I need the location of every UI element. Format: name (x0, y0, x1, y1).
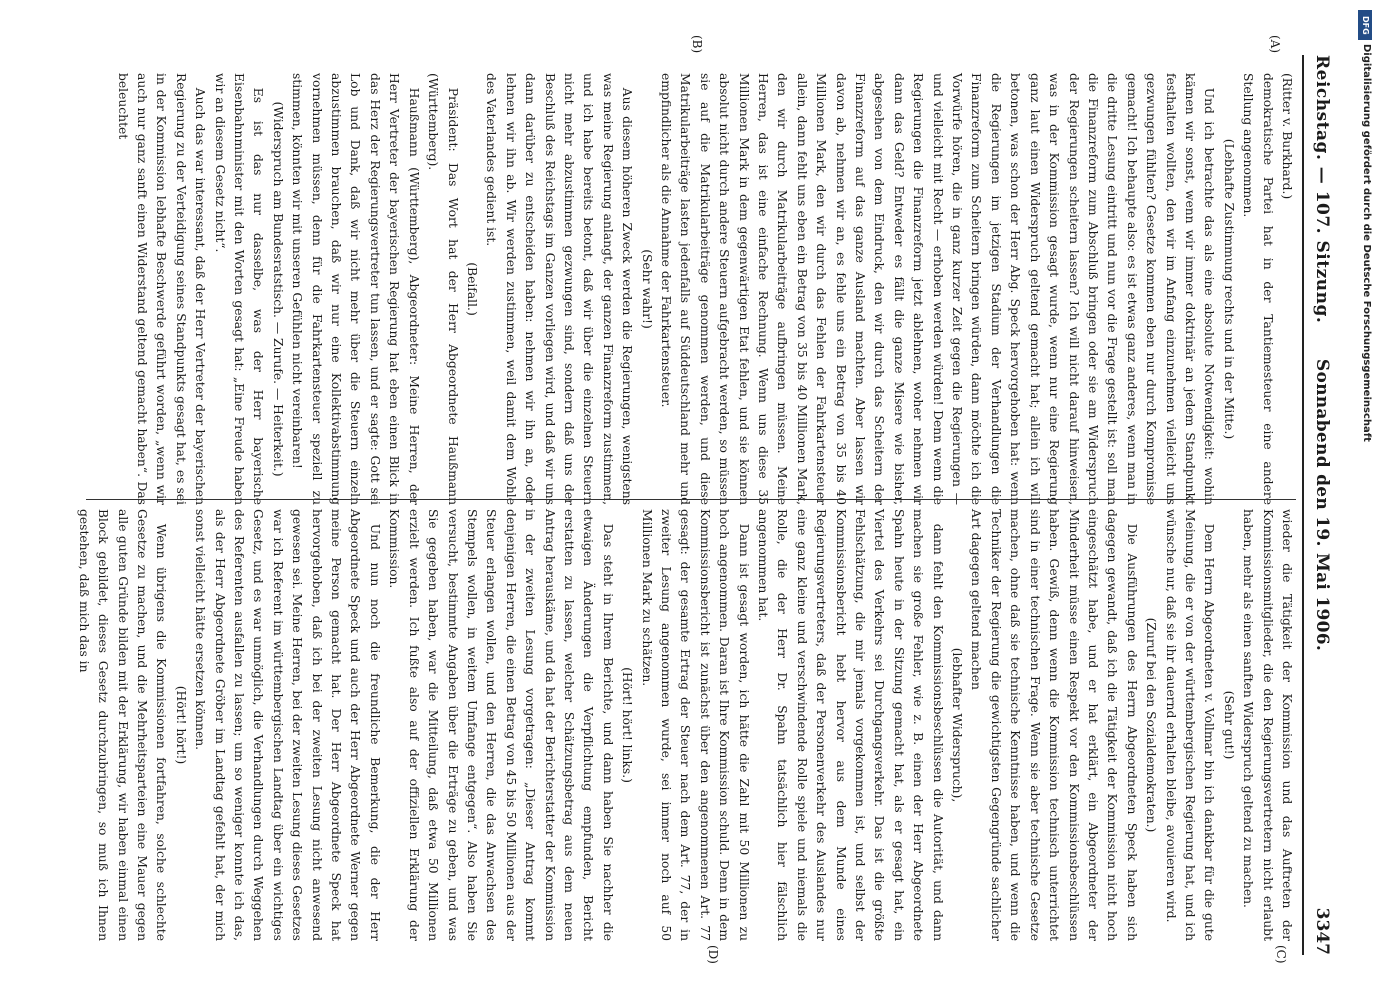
dfg-logo: DFG (1358, 10, 1372, 40)
paragraph: (Sehr gut!) (1221, 690, 1236, 760)
paragraph: (Sehr wahr!) (639, 249, 654, 329)
page-header (1302, 55, 1332, 955)
paragraph: Haußmann (Württemberg), Abgeordneter: Meine Herren, der Herr Vertreter der bayerischen Regierung hat eben einen Blick in das Herz der Regierungsvertreter tun lassen, und er sagte: Gott sei Lob und Dank, daß wir nicht mehr über die Steuern einzeln abzustimmen brauchen, daß wir nur eine Kollektivabstimmung vornehmen müssen, denn für die Fahrkartensteuer speziell zu stimmen, könnten wir mit unseren Gefühlen nicht vereinbaren! (290, 73, 421, 505)
paragraph: Dem Herrn Abgeordneten v. Vollmar bin ich dankbar für die gute Meinung, die er von der württembergischen Regierung hat, und ich wünsche nur, daß sie ihr dauernd erhalten bleibe, avouieren wird. (1163, 509, 1217, 941)
margin-marker-a: (A) (1268, 35, 1282, 54)
paragraph: Das steht in Ihrem Berichte, und dann haben Sie nachher die etwaigen Änderungen die Verpflichtung empfunden, Bericht erstatten zu lassen, welcher Schätzungsbetrag aus dem neuen Antrag herauskäme, und da hat der Berichterstatter der Kommission in der zweiten Lesung vorgetragen: „Dieser Antrag kommt denjenigen Herren, die einen Betrag von 45 bis 50 Millionen aus der Steuer erlangen wollen, und den Herren, die das Anwachsen des Stempels wollen, in weitem Umfange entgegen“. Also haben Sie versucht, bestimmte Angaben über die Erträge zu geben, und was Sie gegeben haben, war die Mitteilung, daß etwa 50 Millionen erzielt werden. Ich fußte also auf der offiziellen Erklärung der Kommission. (387, 509, 615, 941)
header-date: Sonnabend den 19. Mai 1906. (1312, 358, 1332, 652)
watermark-text: Digitalisierung gefördert durch die Deutsche Forschungsgemeinschaft (1361, 44, 1372, 442)
paragraph: (Beifall.) (464, 262, 479, 316)
margin-marker-d: (D) (706, 945, 720, 964)
left-column (112, 73, 1296, 505)
paragraph: Die Ausführungen des Herrn Abgeordneten Speck haben sich dagegen gewandt, daß ich die Tätigkeit der Kommission nicht hoch eingeschätzt habe, und er hat erklärt, ein Abgeordneter der Minderheit müsse einen Respekt vor den Kommissionsbeschlüssen haben. Gewiß, denn wenn die Kommission technisch unterrichtet sind in einer technischen Frage. Wenn sie aber technische Gesetze machen, ohne daß sie technische Kenntnisse haben, und wenn die Techniker der Regierung die gewichtigsten Gegengründe sachlicher Art dagegen geltend machen (969, 509, 1139, 941)
page-number: 3347 (1312, 907, 1332, 955)
column-divider (86, 499, 1296, 500)
paragraph: (Hört! hört! links.) (620, 667, 635, 783)
paragraph: Und ich betrachte das als eine absolute Notwendigkeit: wohin kämen wir sonst, wenn wir immer doktrinär an jedem Standpunkt festhalten wollten, den wir im Anfang einzunehmen vielleicht uns gezwungen fühlten? Gesetze kommen eben nur durch Kompromisse gemacht! Ich behaupte also: es ist etwas ganz anderes, wenn man in die dritte Lesung eintritt und nun vor die Frage gestellt ist: soll man die Finanzreform zum Abschluß bringen oder sie am Widerspruch der Regierungen scheitern lassen? Ich will nicht darauf hinweisen, was in der Kommission gesagt wurde, wenn nur eine Regierung ganz laut einen Widerspruch geltend gemacht hat; allein ich will betonen, was schon der Herr Abg. Speck hervorgehoben hat: wenn die Regierungen im jetzigen Stadium der Verhandlungen die Finanzreform zum Scheitern bringen würden, dann möchte ich die Vorwürfe hören, die in ganz kurzer Zeit gegen die Regierungen — und vielleicht mit Recht — erhoben werden würden! Denn wenn die Regierungen die Finanzreform jetzt ablehnen, woher nehmen wir dann das Geld? Entweder es fällt die ganze Misere wie bisher, abgesehen von dem Eindruck, den wir durch das Scheitern der Finanzreform auf das ganze Ausland machten. Aber lassen wir davon ab, nehmen wir an, es fehle uns ein Betrag von 35 bis 40 Millionen Mark, den wir durch das Fehlen der Fahrkartensteuer allein, dann fehlt uns eben ein Betrag von 35 bis 40 Millionen Mark, den wir durch Matrikularbeiträge aufbringen müssen. Meine Herren, das ist eine einfache Rechnung. Wenn uns diese 35 Millionen Mark in dem gegenwärtigen Etat fehlen, und sie können absolut nicht durch andere Steuern aufgebracht werden, so müssen sie auf die Matrikularbeiträge genommen werden, und diese Matrikularbeiträge lasten jedenfalls auf Süddeutschland mehr und empfindlicher als die Annahme der Fahrkartensteuer. (659, 73, 1217, 505)
paragraph: Und nun noch die freundliche Bemerkung, die der Herr Abgeordnete Speck und auch der Herr Abgeordnete Werner gegen meine Person gemacht hat. Der Herr Abgeordnete Speck hat hervorgehoben, daß ich bei der zweiten Lesung nicht anwesend gewesen sei. Meine Herren, bei der zweiten Lesung dieses Gesetzes war ich Referent im württembergischen Landtag über ein wichtiges Gesetz, und es war unmöglich, die Verhandlungen durch Weggehen des Referenten ausfallen zu lassen; um so weniger konnte ich das, als der Herr Abgeordnete Gröber im Landtag gefehlt hat, der mich sonst vielleicht hätte ersetzen können. (193, 509, 382, 941)
paragraph: (Lebhafte Zustimmung rechts und in der Mitte.) (1221, 138, 1236, 440)
margin-marker-c: (C) (1274, 945, 1288, 964)
paragraph: Dann ist gesagt worden, ich hätte die Zahl mit 50 Millionen zu hoch angenommen. Daran ist Ihre Kommission schuld. Denn in dem Kommissionsbericht ist zunächst über den angenommenen Art. 77 gesagt: der gesamte Ertrag der Steuer nach dem Art. 77, der in zweiter Lesung angenommen wurde, sei immer noch auf 50 Millionen Mark zu schätzen. (639, 509, 751, 941)
paragraph: Es ist das nur dasselbe, was der Herr bayerische Eisenbahnminister mit den Worten gesagt hat: „Eine Freude haben wir an diesem Gesetz nicht“. (212, 73, 266, 505)
newspaper-page (75, 35, 1340, 964)
header-left: Reichstag. — 107. Sitzung. (1312, 55, 1332, 324)
right-column (73, 509, 1296, 941)
paragraph: Wenn übrigens die Kommissionen fortfahren, solche schlechte Gesetze zu machen, und die Mehrheitsparteien eine Mauer gegen alle guten Gründe bilden mit der Erklärung, wir haben einmal einen Block gebildet, dieses Gesetz durchzubringen, so muß ich Ihnen gestehen, daß mich das in (76, 509, 169, 941)
paragraph: (Zuruf bei den Sozialdemokraten.) (1144, 617, 1159, 833)
paragraph: (Widerspruch am Bundesratstisch. — Zurufe. — Heiterkeit.) (270, 101, 285, 477)
paragraph: demokratische Partei hat in der Tantiemesteuer eine andere Stellung angenommen. (1241, 73, 1275, 505)
margin-marker-b: (B) (690, 35, 704, 54)
paragraph: Aus diesem höheren Zweck werden die Regierungen, wenigstens was meine Regierung anlangt, der ganzen Finanzreform zustimmen, und ich habe bereits betont, daß wir über die einzelnen Steuern nicht mehr abzustimmen gezwungen sind, sondern daß uns der Beschluß des Reichstags im Ganzen vorliegen wird, und daß wir uns dann darüber zu entscheiden haben: nehmen wir ihn an, oder lehnen wir ihn ab. Wir werden zustimmen, weil damit dem Wohle des Vaterlandes gedient ist. (484, 73, 635, 505)
paragraph: (Hört! hört!) (173, 685, 188, 765)
paragraph: Präsident: Das Wort hat der Herr Abgeordnete Haußmann (Württemberg). (426, 73, 460, 505)
paragraph: Auch das war interessant, daß der Herr Vertreter der bayerischen Regierung zu der Verteidigung seines Standpunkts gesagt hat, es sei in der Kommission lebhafte Beschwerde geführt worden, „wenn wir auch nur ganz sanft einen Widerstand geltend gemacht haben“. Das beleuchtet (115, 73, 208, 505)
watermark (1356, 10, 1374, 770)
header-rule (1302, 55, 1304, 955)
paragraph: (Ritter v. Burkhard.) (1280, 73, 1294, 200)
paragraph: (lebhafter Widerspruch), (950, 647, 965, 803)
paragraph: wieder die Tätigkeit der Kommission und das Auftreten der Kommissionsmitglieder, die den Regierungsvertretern nicht erlaubt haben, mehr als einen sanften Widerspruch geltend zu machen. (1241, 509, 1294, 941)
paragraph: dann fehlt den Kommissionsbeschlüssen die Autorität, und dann machen sie große Fehler, wie z. B. einen der Herr Abgeordnete Spahn heute in der Sitzung gemacht hat, als er gesagt hat, ein Viertel des Verkehrs sei Durchgangsverkehr. Das ist die größte Fehlschätzung, die mir jemals vorgekommen ist, und selbst der Kommissionsbericht hebt hervor aus dem Munde eines Regierungsvertreters, daß der Personenverkehr des Auslandes nur eine ganz kleine und verschwindende Rolle spiele und niemals die Rolle, die der Herr Dr. Spahn tatsächlich hier fälschlich angenommen hat. (756, 509, 945, 941)
